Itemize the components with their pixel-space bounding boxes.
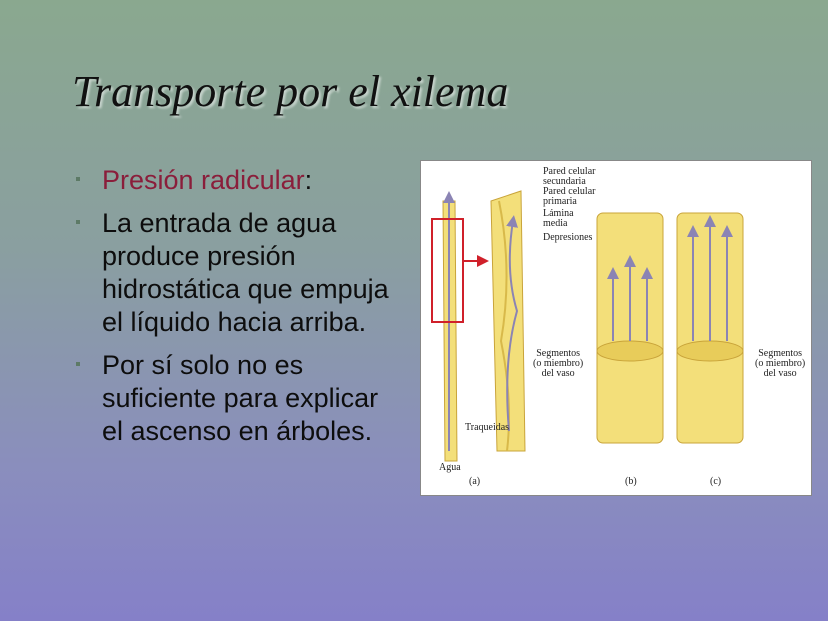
label-panel-a: (a) [469, 476, 481, 487]
label-agua: Agua [439, 462, 461, 473]
bullet-list [70, 164, 400, 458]
tracheid-strand [443, 197, 457, 461]
bullet-marker [76, 220, 80, 224]
bullet-item [70, 349, 400, 448]
slide-title: Transporte por el xilema [72, 67, 509, 116]
label-pared-primaria: Pared celular primaria [543, 186, 596, 207]
label-panel-c: (c) [710, 476, 722, 487]
label-segmentos-left: Segmentos (o miembro) del vaso [533, 348, 584, 379]
bullet-text: La entrada de agua produce presión hidrostática que empuja el líquido hacia arriba. [102, 208, 389, 337]
xylem-figure [420, 160, 812, 496]
bullet-item [70, 164, 400, 197]
bullet-text: Por sí solo no es suficiente para explicar el ascenso en árboles. [102, 350, 379, 446]
label-traqueidas: Traqueidas [465, 422, 510, 433]
bullet-item [70, 207, 400, 339]
vessel-b [597, 213, 663, 443]
bullet-marker [76, 362, 80, 366]
tracheid-detail [491, 191, 525, 451]
label-lamina-media: Lámina media [543, 208, 574, 229]
label-segmentos-right: Segmentos (o miembro) del vaso [755, 348, 806, 379]
label-depresiones: Depresiones [543, 232, 593, 243]
xylem-illustration [421, 161, 813, 497]
label-panel-b: (b) [625, 476, 637, 487]
vessel-c [677, 213, 743, 443]
bullet-highlight: Presión radicular [102, 165, 305, 195]
bullet-marker [76, 177, 80, 181]
bullet-text: : [304, 165, 313, 195]
label-pared-secundaria: Pared celular secundaria [543, 166, 596, 187]
